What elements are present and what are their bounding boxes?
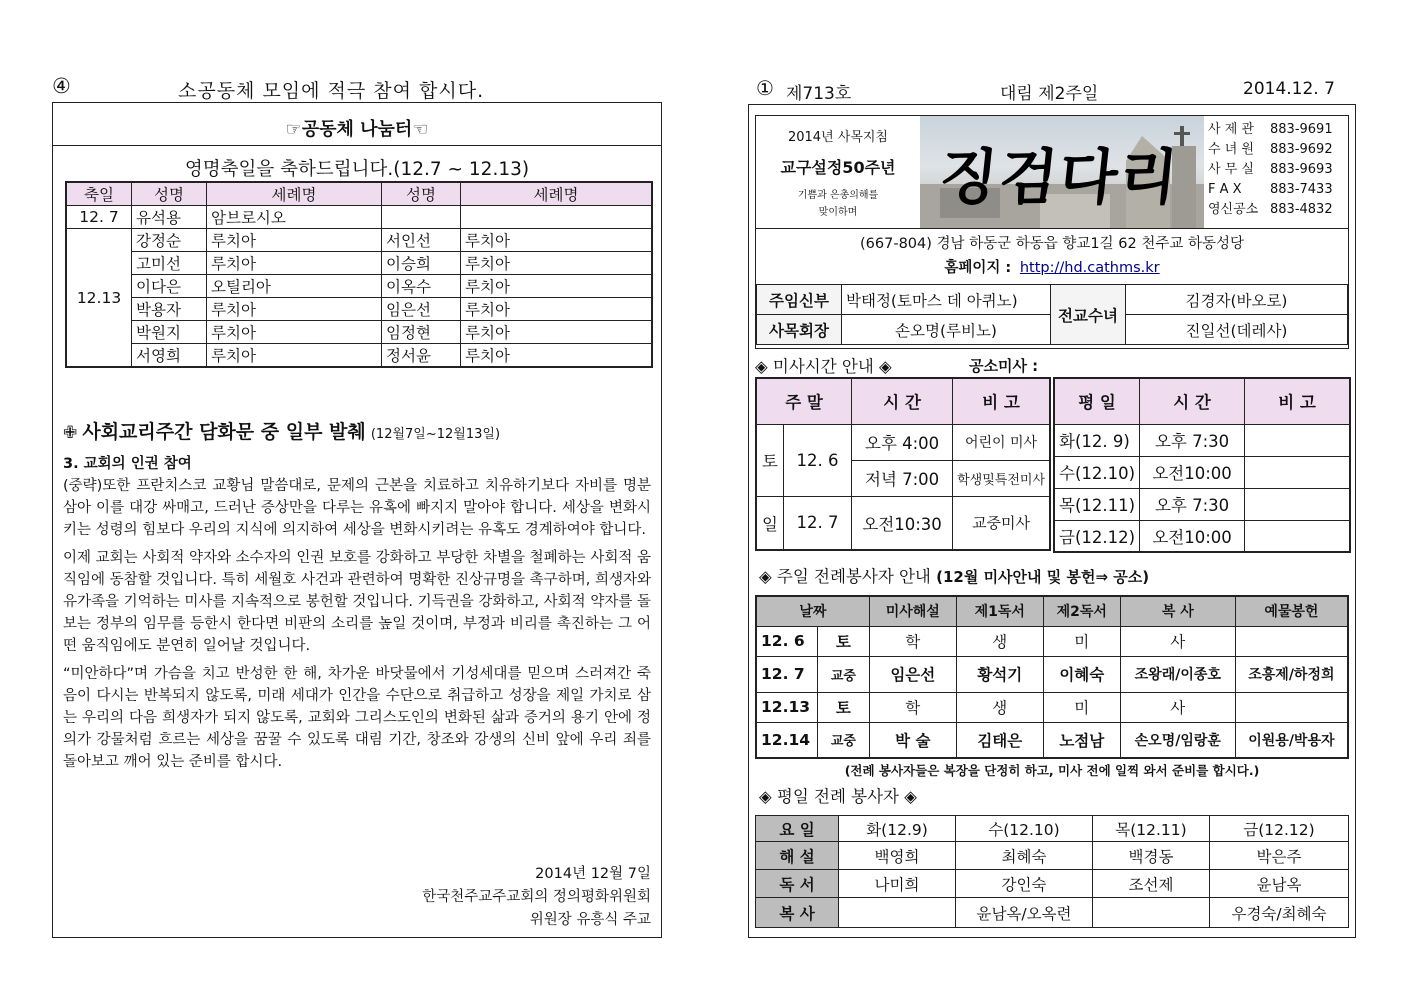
feast-name: 유석용 — [132, 206, 207, 229]
feast-name: 박용자 — [132, 298, 207, 321]
article-title: 사회교리주간 담화문 중 일부 발췌 — [82, 421, 366, 443]
article-paragraph: 이제 교회는 사회적 약자와 소수자의 인권 보호를 강화하고 부당한 차별을 철폐하는 사회적 움직임에 동참할 것입니다. 특히 세월호 사건과 관련하여 명확한 진상규명을 촉구하며, 희생자와 유가족을 기억하는 미사를 지속적으로 봉헌할 것입니다. 기득권을 강화하고, 사회적 약자를 돌보는 정부의 임무를 등한시 한다면 비판의 소리를 높일 것이며, 부정과 비리를 촉진하는 그 어떤 움직임에도 분연히 일어날 것입니다. — [63, 550, 651, 654]
right-box — [748, 104, 1356, 938]
weekday-servers-label: 요 일 — [756, 816, 839, 842]
servers-cell: 학 — [869, 692, 956, 722]
feast-header: 축일 — [66, 182, 132, 206]
servers-cell: 미 — [1043, 692, 1120, 722]
feast-baptism: 루치아 — [461, 344, 653, 368]
article-paragraph: (중략)또한 프란치스코 교황님 말씀대로, 문제의 근본을 치료하고 치유하기보다 자비를 명분삼아 이를 대강 싸매고, 드러난 증상만을 다루는 유혹에 빠지지 말아야 합니다. 세상을 변화시키는 성령의 힘보다 우리의 지식에 의지하여 세상을 변화시키려는 유혹도 경계하여야 합니다. — [63, 478, 651, 538]
weekday-servers-heading: ◈ 평일 전례 봉사자 ◈ — [759, 787, 917, 806]
feast-baptism: 루치아 — [461, 229, 653, 252]
staff-label: 주임신부 — [757, 285, 842, 315]
signature-name: 위원장 유흥식 주교 — [529, 912, 651, 928]
weekday-time: 오전10:00 — [1140, 456, 1245, 488]
servers-date: 12.14 — [756, 722, 818, 758]
servers-cell: 임은선 — [869, 656, 956, 692]
feast-baptism: 오틸리아 — [207, 275, 382, 298]
weekday-time: 오후 7:30 — [1140, 424, 1245, 456]
feast-baptism: 루치아 — [461, 252, 653, 275]
weekday-servers-cell: 우경숙/최혜숙 — [1210, 898, 1349, 928]
servers-type: 토 — [818, 626, 870, 656]
servers-cell: 황석기 — [956, 656, 1043, 692]
nun-name: 진일선(데레사) — [1126, 315, 1348, 345]
left-header-title: 소공동체 모임에 적극 참여 합시다. — [178, 80, 485, 102]
servers-header: 복 사 — [1120, 596, 1235, 626]
mass-date: 12. 7 — [784, 496, 852, 550]
homepage-link[interactable]: http://hd.cathms.kr — [1019, 260, 1160, 276]
cross-icon: ✙ — [63, 423, 78, 443]
servers-cell: 조왕래/이종호 — [1120, 656, 1235, 692]
servers-header: 예물봉헌 — [1235, 596, 1348, 626]
weekday-servers-cell: 윤남옥 — [1210, 870, 1349, 898]
weekday-servers-cell: 백경동 — [1093, 842, 1210, 870]
article-subtitle: 3. 교회의 인권 참여 — [63, 456, 192, 472]
feast-name: 서인선 — [382, 229, 461, 252]
motto-line2: 교구설정50주년 — [780, 158, 896, 177]
servers-type: 토 — [818, 692, 870, 722]
servers-cell: 사 — [1120, 626, 1235, 656]
address: (667-804) 경남 하동군 하동읍 향교1길 62 천주교 하동성당 — [860, 236, 1244, 252]
servers-date: 12. 7 — [756, 656, 818, 692]
weekday-servers-cell: 조선제 — [1093, 870, 1210, 898]
feast-title: 영명축일을 축하드립니다.(12.7 ~ 12.13) — [184, 159, 530, 180]
left-page-number: ④ — [52, 74, 71, 98]
servers-date: 12. 6 — [756, 626, 818, 656]
servers-type: 교중 — [818, 656, 870, 692]
feast-baptism: 루치아 — [207, 229, 382, 252]
weekday-servers-day: 금(12.12) — [1210, 816, 1349, 842]
contact-row — [1208, 160, 1348, 180]
servers-cell: 학 — [869, 626, 956, 656]
servers-cell: 미 — [1043, 626, 1120, 656]
weekday-servers-cell: 윤남옥/오옥련 — [956, 898, 1093, 928]
nun-name: 김경자(바오로) — [1126, 285, 1348, 315]
staff-label: 전교수녀 — [1051, 285, 1126, 345]
mission-heading: 공소미사 : — [969, 357, 1039, 375]
feast-header: 성명 — [382, 182, 461, 206]
contact-row — [1208, 200, 1348, 220]
weekday-servers-day: 목(12.11) — [1093, 816, 1210, 842]
article-body — [63, 475, 651, 773]
mass-day: 일 — [756, 496, 784, 550]
feast-name: 정서윤 — [382, 344, 461, 368]
mass-table-weekend — [755, 377, 1051, 551]
masthead-divider — [756, 228, 1348, 229]
servers-cell: 사 — [1120, 692, 1235, 722]
signature-block — [422, 863, 651, 932]
article-title-dates: (12월7일~12월13일) — [370, 427, 501, 442]
issue-number: 제713호 — [786, 84, 852, 104]
contact-label: 영신공소 — [1208, 202, 1259, 217]
signature-date: 2014년 12월 7일 — [535, 866, 651, 882]
contact-label: 사 제 관 — [1208, 122, 1254, 137]
weekday-servers-cell — [1093, 898, 1210, 928]
contact-number: 883-9692 — [1270, 142, 1333, 157]
servers-cell: 이원용/박용자 — [1235, 722, 1348, 758]
weekday-servers-cell: 백영희 — [839, 842, 956, 870]
servers-cell: 이혜숙 — [1043, 656, 1120, 692]
mass-day: 토 — [756, 424, 784, 496]
mass-header: 평 일 — [1054, 378, 1140, 424]
servers-note: (전례 봉사자들은 복장을 단정히 하고, 미사 전에 일찍 와서 준비를 합시다.) — [844, 763, 1260, 778]
motto-line4: 맞이하며 — [818, 207, 858, 218]
contact-number: 883-9691 — [1270, 122, 1333, 137]
weekday-servers-label: 독 서 — [756, 870, 839, 898]
logo-banner — [920, 116, 1204, 228]
signature-org: 한국천주교주교회의 정의평화위원회 — [422, 889, 651, 905]
weekday-day: 수(12.10) — [1054, 456, 1140, 488]
liturgical-week: 대림 제2주일 — [1000, 84, 1099, 104]
mass-header: 시 간 — [1140, 378, 1245, 424]
servers-type: 교중 — [818, 722, 870, 758]
contact-label: 수 녀 원 — [1208, 142, 1254, 157]
contact-row — [1208, 140, 1348, 160]
feast-table — [65, 181, 653, 368]
contact-label: F A X — [1208, 182, 1242, 197]
mass-header: 비 고 — [1245, 378, 1350, 424]
contact-row — [1208, 180, 1348, 200]
feast-date: 12.13 — [66, 229, 132, 368]
servers-cell: 김태은 — [956, 722, 1043, 758]
feast-baptism: 루치아 — [207, 252, 382, 275]
mass-header: 시 간 — [852, 378, 953, 424]
contact-list — [1208, 120, 1348, 220]
weekday-servers-cell: 최혜숙 — [956, 842, 1093, 870]
feast-name: 서영희 — [132, 344, 207, 368]
weekday-servers-cell — [839, 898, 956, 928]
feast-baptism: 루치아 — [461, 275, 653, 298]
servers-cell — [1235, 626, 1348, 656]
contact-row — [1208, 120, 1348, 140]
weekday-servers-cell: 강인숙 — [956, 870, 1093, 898]
weekday-time: 오전10:00 — [1140, 520, 1245, 552]
weekday-day: 화(12. 9) — [1054, 424, 1140, 456]
weekday-note — [1245, 488, 1350, 520]
article-heading — [63, 417, 500, 444]
mass-header: 비 고 — [953, 378, 1050, 424]
feast-header: 성명 — [132, 182, 207, 206]
feast-baptism: 루치아 — [461, 298, 653, 321]
feast-name: 임정현 — [382, 321, 461, 344]
article-paragraph: “미안하다”며 가슴을 치고 반성한 한 해, 차가운 바닷물에서 기성세대를 믿으며 스러져간 죽음이 다시는 반복되지 않도록, 미래 세대가 인간을 수단으로 취급하고 성장을 제일 가치로 삼는 우리의 다음 희생자가 되지 않도록, 교회와 그리스도인의 변화된 삶과 증거의 용기 안에 정의가 강물처럼 흐르는 세상을 꿈꿀 수 있도록 대림 기간, 창조와 강생의 신비 앞에 우리 죄를 돌아보고 깨어 있는 준비를 합시다. — [63, 666, 651, 770]
staff-label: 사목회장 — [757, 315, 842, 345]
logo-text: 징검다리 — [935, 143, 1183, 213]
servers-header: 미사해설 — [869, 596, 956, 626]
feast-name: 고미선 — [132, 252, 207, 275]
mass-time: 오후 4:00 — [852, 424, 953, 460]
feast-name: 이옥수 — [382, 275, 461, 298]
mass-note: 교중미사 — [953, 496, 1050, 550]
weekday-servers-day: 수(12.10) — [956, 816, 1093, 842]
servers-header: 날짜 — [756, 596, 869, 626]
motto-line1: 2014년 사목지침 — [787, 130, 888, 145]
servers-header: 제2독서 — [1043, 596, 1120, 626]
box-title-divider — [53, 145, 661, 146]
feast-baptism: 루치아 — [207, 344, 382, 368]
homepage — [756, 256, 1348, 277]
feast-name: 이승희 — [382, 252, 461, 275]
mass-date: 12. 6 — [784, 424, 852, 496]
servers-header: 제1독서 — [956, 596, 1043, 626]
mass-header: 주 말 — [756, 378, 852, 424]
right-page-number: ① — [756, 76, 774, 100]
feast-header: 세례명 — [461, 182, 653, 206]
servers-cell: 조흥제/하정희 — [1235, 656, 1348, 692]
weekday-servers-label: 해 설 — [756, 842, 839, 870]
feast-baptism: 루치아 — [461, 321, 653, 344]
weekday-servers-table — [755, 815, 1349, 928]
masthead — [755, 115, 1349, 349]
mass-note: 학생및특전미사 — [953, 460, 1050, 496]
issue-date: 2014.12. 7 — [1243, 79, 1335, 99]
feast-name: 박원지 — [132, 321, 207, 344]
contact-number: 883-4832 — [1270, 202, 1333, 217]
weekday-day: 금(12.12) — [1054, 520, 1140, 552]
council-name: 손오명(루비노) — [842, 315, 1051, 345]
weekday-servers-label: 복 사 — [756, 898, 839, 928]
servers-table — [755, 595, 1349, 759]
weekday-servers-day: 화(12.9) — [839, 816, 956, 842]
weekday-day: 목(12.11) — [1054, 488, 1140, 520]
feast-name — [382, 206, 461, 229]
servers-cell: 노점남 — [1043, 722, 1120, 758]
mass-time: 저녁 7:00 — [852, 460, 953, 496]
servers-cell: 생 — [956, 626, 1043, 656]
weekday-servers-cell: 박은주 — [1210, 842, 1349, 870]
contact-number: 883-9693 — [1270, 162, 1333, 177]
feast-name: 강정순 — [132, 229, 207, 252]
feast-baptism: 암브로시오 — [207, 206, 382, 229]
weekday-note — [1245, 520, 1350, 552]
motto-line3: 기쁨과 은총의해를 — [797, 190, 879, 201]
servers-heading-main: ◈ 주일 전례봉사자 안내 — [759, 567, 937, 586]
left-box — [52, 102, 662, 938]
weekday-note — [1245, 456, 1350, 488]
servers-cell — [1235, 692, 1348, 722]
contact-label: 사 무 실 — [1208, 162, 1254, 177]
feast-baptism: 루치아 — [207, 321, 382, 344]
homepage-label: 홈페이지 : — [944, 260, 1012, 276]
servers-heading — [759, 563, 1149, 587]
feast-name: 이다은 — [132, 275, 207, 298]
servers-cell: 손오명/임랑훈 — [1120, 722, 1235, 758]
weekday-servers-cell: 나미희 — [839, 870, 956, 898]
box-title: ☞공동체 나눔터☜ — [285, 119, 429, 140]
servers-heading-note: (12월 미사안내 및 봉헌⇒ 공소) — [936, 568, 1150, 586]
feast-baptism: 루치아 — [207, 298, 382, 321]
feast-name: 임은선 — [382, 298, 461, 321]
mass-table-weekday — [1053, 377, 1351, 553]
mass-heading: ◈ 미사시간 안내 ◈ — [755, 357, 892, 376]
servers-date: 12.13 — [756, 692, 818, 722]
staff-table — [756, 284, 1348, 345]
contact-number: 883-7433 — [1270, 182, 1333, 197]
pastor-name: 박태정(토마스 데 아퀴노) — [842, 285, 1051, 315]
feast-baptism — [461, 206, 653, 229]
motto-block — [756, 116, 921, 228]
feast-header: 세례명 — [207, 182, 382, 206]
feast-date: 12. 7 — [66, 206, 132, 229]
mass-time: 오전10:30 — [852, 496, 953, 550]
weekday-note — [1245, 424, 1350, 456]
servers-cell: 생 — [956, 692, 1043, 722]
servers-cell: 박 술 — [869, 722, 956, 758]
mass-note: 어린이 미사 — [953, 424, 1050, 460]
weekday-time: 오후 7:30 — [1140, 488, 1245, 520]
